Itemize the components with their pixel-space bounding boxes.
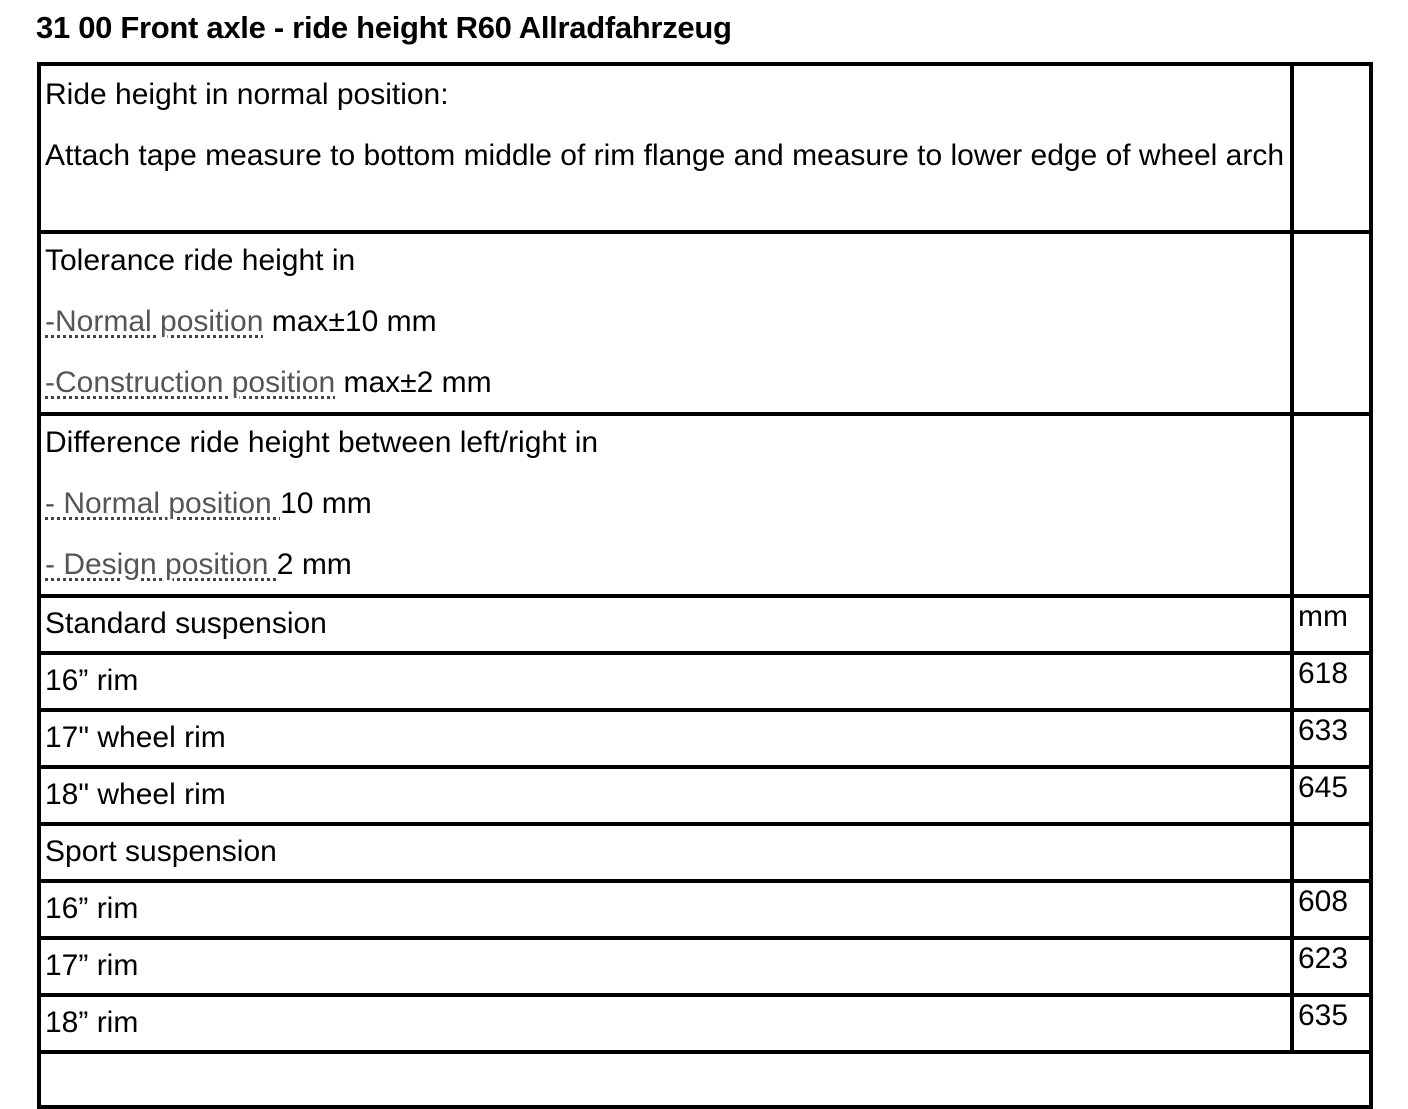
table-row <box>39 938 1371 995</box>
tolerance-construction-value: max±2 mm <box>335 366 492 399</box>
table-row <box>39 710 1371 767</box>
table-row <box>39 596 1371 653</box>
normal-position-link[interactable]: - Normal position <box>45 487 281 520</box>
table-row <box>39 767 1371 824</box>
rim-label: 18” rim <box>39 995 1292 1052</box>
standard-suspension-label: Standard suspension <box>39 596 1292 653</box>
table-row <box>39 824 1371 881</box>
empty-value-cell <box>1292 824 1371 881</box>
ride-height-value: 623 <box>1292 938 1371 995</box>
page-title: 31 00 Front axle - ride height R60 Allradfahrzeug <box>36 10 732 45</box>
difference-design-value: 2 mm <box>276 548 352 581</box>
table-row <box>39 1052 1371 1107</box>
table-row <box>39 414 1371 596</box>
normal-position-link[interactable]: -Normal position <box>45 305 264 338</box>
difference-normal-value: 10 mm <box>280 487 372 520</box>
tolerance-normal-line <box>45 303 1286 341</box>
normal-position-cell <box>39 64 1292 232</box>
tolerance-heading: Tolerance ride height in <box>45 244 356 277</box>
rim-label: 17” rim <box>39 938 1292 995</box>
tolerance-cell <box>39 232 1292 414</box>
construction-position-link[interactable]: -Construction position <box>45 366 336 399</box>
unit-label: mm <box>1292 596 1371 653</box>
rim-label: 17" wheel rim <box>39 710 1292 767</box>
difference-cell <box>39 414 1292 596</box>
rim-label: 16” rim <box>39 881 1292 938</box>
difference-normal-line <box>45 485 1286 523</box>
ride-height-table <box>37 62 1373 1109</box>
tolerance-normal-value: max±10 mm <box>263 305 437 338</box>
difference-heading: Difference ride height between left/right in <box>45 426 599 459</box>
sport-suspension-label: Sport suspension <box>39 824 1292 881</box>
rim-label: 16” rim <box>39 653 1292 710</box>
difference-design-line <box>45 546 1286 584</box>
measurement-instruction: Attach tape measure to bottom middle of rim flange and measure to lower edge of wheel arch <box>45 139 1285 172</box>
design-position-link[interactable]: - Design position <box>45 548 277 581</box>
empty-value-cell <box>1292 414 1371 596</box>
ride-height-value: 633 <box>1292 710 1371 767</box>
ride-height-value: 618 <box>1292 653 1371 710</box>
empty-footer-cell <box>39 1052 1371 1107</box>
table-row <box>39 232 1371 414</box>
empty-value-cell <box>1292 232 1371 414</box>
ride-height-value: 608 <box>1292 881 1371 938</box>
tolerance-construction-line <box>45 364 1286 402</box>
table-row <box>39 881 1371 938</box>
ride-height-value: 645 <box>1292 767 1371 824</box>
normal-position-heading: Ride height in normal position: <box>45 78 449 111</box>
table-row <box>39 995 1371 1052</box>
table-row <box>39 653 1371 710</box>
ride-height-value: 635 <box>1292 995 1371 1052</box>
rim-label: 18" wheel rim <box>39 767 1292 824</box>
empty-value-cell <box>1292 64 1371 232</box>
table-row <box>39 64 1371 232</box>
